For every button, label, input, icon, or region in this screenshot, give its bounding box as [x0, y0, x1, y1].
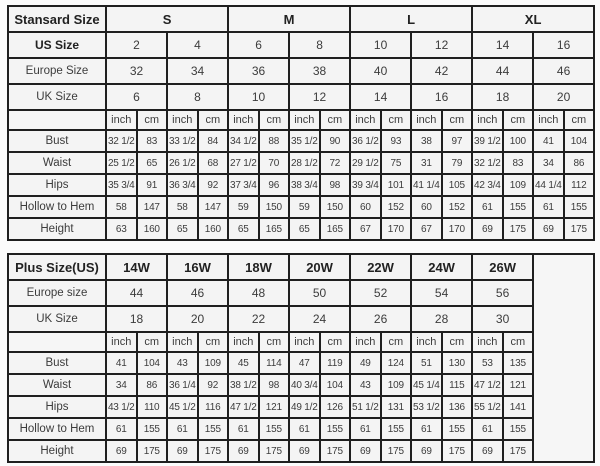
plus-size-table	[7, 253, 595, 463]
measurement-value-cell: 69	[289, 440, 320, 462]
measurement-row	[8, 174, 594, 196]
size-group-cell: 22W	[350, 254, 411, 280]
measurement-value-cell: 65	[289, 218, 320, 240]
size-group-cell: 16W	[167, 254, 228, 280]
measurement-value-cell: 119	[320, 352, 351, 374]
measurement-value-cell: 69	[472, 218, 503, 240]
size-value-cell: 42	[411, 58, 472, 84]
measurement-value-cell: 61	[472, 418, 503, 440]
cm-unit-cell: cm	[137, 332, 168, 352]
table-title: Plus Size(US)	[8, 254, 106, 280]
size-value-cell: 22	[228, 306, 289, 332]
size-value-cell: 30	[472, 306, 533, 332]
measurement-value-cell: 43	[350, 374, 381, 396]
size-value-cell: 8	[167, 84, 228, 110]
measurement-row	[8, 130, 594, 152]
measurement-value-cell: 121	[259, 396, 290, 418]
measurement-value-cell: 72	[320, 152, 351, 174]
size-group-cell: M	[228, 6, 350, 32]
measurement-value-cell: 101	[381, 174, 412, 196]
measurement-value-cell: 155	[137, 418, 168, 440]
row-label: UK Size	[8, 306, 106, 332]
size-value-cell: 34	[167, 58, 228, 84]
size-header-row	[8, 280, 594, 306]
cm-unit-cell: cm	[381, 110, 412, 130]
measurement-row	[8, 152, 594, 174]
inch-unit-cell: inch	[106, 110, 137, 130]
measurement-value-cell: 34	[533, 152, 564, 174]
measurement-value-cell: 155	[503, 196, 534, 218]
measurement-value-cell: 34	[106, 374, 137, 396]
size-value-cell: 56	[472, 280, 533, 306]
row-label: Bust	[8, 130, 106, 152]
size-group-row	[8, 254, 594, 280]
measurement-value-cell: 36 1/2	[350, 130, 381, 152]
measurement-value-cell: 114	[259, 352, 290, 374]
measurement-value-cell: 39 3/4	[350, 174, 381, 196]
measurement-value-cell: 150	[320, 196, 351, 218]
measurement-value-cell: 40 3/4	[289, 374, 320, 396]
measurement-value-cell: 61	[106, 418, 137, 440]
size-value-cell: 36	[228, 58, 289, 84]
measurement-value-cell: 45 1/2	[167, 396, 198, 418]
size-value-cell: 20	[167, 306, 228, 332]
measurement-value-cell: 175	[381, 440, 412, 462]
size-value-cell: 6	[228, 32, 289, 58]
measurement-value-cell: 83	[503, 152, 534, 174]
size-header-row	[8, 306, 594, 332]
measurement-value-cell: 61	[289, 418, 320, 440]
measurement-value-cell: 61	[350, 418, 381, 440]
measurement-value-cell: 104	[137, 352, 168, 374]
row-label: Hollow to Hem	[8, 196, 106, 218]
measurement-value-cell: 51 1/2	[350, 396, 381, 418]
measurement-value-cell: 130	[442, 352, 473, 374]
measurement-value-cell: 69	[167, 440, 198, 462]
measurement-value-cell: 69	[106, 440, 137, 462]
measurement-value-cell: 170	[442, 218, 473, 240]
measurement-value-cell: 35 3/4	[106, 174, 137, 196]
size-value-cell: 16	[533, 32, 594, 58]
size-group-cell: L	[350, 6, 472, 32]
measurement-value-cell: 33 1/2	[167, 130, 198, 152]
measurement-value-cell: 34 1/2	[228, 130, 259, 152]
measurement-value-cell: 65	[167, 218, 198, 240]
cm-unit-cell: cm	[564, 110, 595, 130]
size-value-cell: 20	[533, 84, 594, 110]
measurement-value-cell: 110	[137, 396, 168, 418]
measurement-value-cell: 98	[320, 174, 351, 196]
row-label: Bust	[8, 352, 106, 374]
measurement-value-cell: 59	[228, 196, 259, 218]
measurement-value-cell: 147	[198, 196, 229, 218]
measurement-value-cell: 61	[167, 418, 198, 440]
cm-unit-cell: cm	[320, 110, 351, 130]
measurement-value-cell: 31	[411, 152, 442, 174]
size-value-cell: 12	[411, 32, 472, 58]
measurement-value-cell: 152	[381, 196, 412, 218]
measurement-value-cell: 97	[442, 130, 473, 152]
measurement-value-cell: 86	[564, 152, 595, 174]
measurement-value-cell: 126	[320, 396, 351, 418]
cm-unit-cell: cm	[137, 110, 168, 130]
measurement-value-cell: 109	[503, 174, 534, 196]
cm-unit-cell: cm	[198, 332, 229, 352]
measurement-value-cell: 86	[137, 374, 168, 396]
measurement-value-cell: 69	[533, 218, 564, 240]
measurement-value-cell: 32 1/2	[472, 152, 503, 174]
row-label: Waist	[8, 374, 106, 396]
measurement-row	[8, 218, 594, 240]
measurement-row	[8, 352, 594, 374]
size-group-cell: 14W	[106, 254, 167, 280]
size-header-row	[8, 84, 594, 110]
measurement-value-cell: 96	[259, 174, 290, 196]
blank-corner-cell	[8, 332, 106, 352]
cm-unit-cell: cm	[259, 110, 290, 130]
measurement-value-cell: 26 1/2	[167, 152, 198, 174]
measurement-value-cell: 91	[137, 174, 168, 196]
measurement-value-cell: 175	[503, 218, 534, 240]
measurement-row	[8, 418, 594, 440]
inch-unit-cell: inch	[350, 110, 381, 130]
measurement-value-cell: 70	[259, 152, 290, 174]
row-label: Hips	[8, 396, 106, 418]
measurement-value-cell: 28 1/2	[289, 152, 320, 174]
measurement-value-cell: 155	[503, 418, 534, 440]
measurement-value-cell: 109	[381, 374, 412, 396]
measurement-value-cell: 37 3/4	[228, 174, 259, 196]
measurement-value-cell: 61	[533, 196, 564, 218]
size-value-cell: 26	[350, 306, 411, 332]
measurement-value-cell: 29 1/2	[350, 152, 381, 174]
measurement-value-cell: 155	[564, 196, 595, 218]
size-group-cell: 24W	[411, 254, 472, 280]
measurement-value-cell: 84	[198, 130, 229, 152]
unit-row	[8, 332, 594, 352]
measurement-value-cell: 115	[442, 374, 473, 396]
measurement-value-cell: 141	[503, 396, 534, 418]
measurement-value-cell: 63	[106, 218, 137, 240]
size-group-cell: 18W	[228, 254, 289, 280]
size-value-cell: 52	[350, 280, 411, 306]
measurement-value-cell: 38 3/4	[289, 174, 320, 196]
measurement-value-cell: 175	[503, 440, 534, 462]
inch-unit-cell: inch	[533, 110, 564, 130]
measurement-value-cell: 88	[259, 130, 290, 152]
measurement-value-cell: 121	[503, 374, 534, 396]
row-label: Hips	[8, 174, 106, 196]
size-value-cell: 46	[533, 58, 594, 84]
measurement-value-cell: 42 3/4	[472, 174, 503, 196]
size-value-cell: 54	[411, 280, 472, 306]
row-label: Europe size	[8, 280, 106, 306]
measurement-value-cell: 83	[137, 130, 168, 152]
standard-size-table	[7, 5, 595, 241]
inch-unit-cell: inch	[289, 110, 320, 130]
size-value-cell: 4	[167, 32, 228, 58]
size-value-cell: 16	[411, 84, 472, 110]
size-value-cell: 38	[289, 58, 350, 84]
size-value-cell: 6	[106, 84, 167, 110]
size-value-cell: 28	[411, 306, 472, 332]
size-value-cell: 10	[350, 32, 411, 58]
measurement-value-cell: 92	[198, 174, 229, 196]
measurement-value-cell: 47	[289, 352, 320, 374]
measurement-value-cell: 155	[259, 418, 290, 440]
measurement-value-cell: 175	[137, 440, 168, 462]
measurement-value-cell: 47 1/2	[228, 396, 259, 418]
measurement-value-cell: 152	[442, 196, 473, 218]
size-group-cell: 20W	[289, 254, 350, 280]
size-header-row	[8, 32, 594, 58]
measurement-value-cell: 175	[442, 440, 473, 462]
measurement-value-cell: 43 1/2	[106, 396, 137, 418]
measurement-value-cell: 75	[381, 152, 412, 174]
measurement-value-cell: 155	[381, 418, 412, 440]
measurement-value-cell: 150	[259, 196, 290, 218]
measurement-value-cell: 41	[533, 130, 564, 152]
size-value-cell: 40	[350, 58, 411, 84]
measurement-value-cell: 69	[228, 440, 259, 462]
measurement-value-cell: 32 1/2	[106, 130, 137, 152]
measurement-value-cell: 68	[198, 152, 229, 174]
inch-unit-cell: inch	[411, 332, 442, 352]
measurement-value-cell: 90	[320, 130, 351, 152]
measurement-value-cell: 27 1/2	[228, 152, 259, 174]
measurement-value-cell: 67	[350, 218, 381, 240]
measurement-value-cell: 104	[564, 130, 595, 152]
measurement-value-cell: 35 1/2	[289, 130, 320, 152]
row-label: Europe Size	[8, 58, 106, 84]
measurement-value-cell: 55 1/2	[472, 396, 503, 418]
measurement-value-cell: 58	[167, 196, 198, 218]
measurement-value-cell: 61	[228, 418, 259, 440]
measurement-value-cell: 43	[167, 352, 198, 374]
measurement-value-cell: 69	[472, 440, 503, 462]
measurement-value-cell: 155	[198, 418, 229, 440]
inch-unit-cell: inch	[106, 332, 137, 352]
measurement-value-cell: 60	[350, 196, 381, 218]
size-value-cell: 24	[289, 306, 350, 332]
measurement-value-cell: 69	[411, 440, 442, 462]
measurement-value-cell: 175	[564, 218, 595, 240]
cm-unit-cell: cm	[320, 332, 351, 352]
measurement-row	[8, 196, 594, 218]
size-value-cell: 46	[167, 280, 228, 306]
measurement-value-cell: 116	[198, 396, 229, 418]
measurement-value-cell: 131	[381, 396, 412, 418]
measurement-value-cell: 79	[442, 152, 473, 174]
size-value-cell: 32	[106, 58, 167, 84]
measurement-value-cell: 45	[228, 352, 259, 374]
measurement-value-cell: 58	[106, 196, 137, 218]
measurement-value-cell: 175	[320, 440, 351, 462]
measurement-row	[8, 396, 594, 418]
measurement-value-cell: 160	[137, 218, 168, 240]
measurement-value-cell: 165	[259, 218, 290, 240]
measurement-value-cell: 53 1/2	[411, 396, 442, 418]
measurement-value-cell: 44 1/4	[533, 174, 564, 196]
size-group-cell: S	[106, 6, 228, 32]
cm-unit-cell: cm	[259, 332, 290, 352]
row-label: Waist	[8, 152, 106, 174]
cm-unit-cell: cm	[442, 332, 473, 352]
inch-unit-cell: inch	[228, 110, 259, 130]
size-value-cell: 18	[106, 306, 167, 332]
measurement-value-cell: 93	[381, 130, 412, 152]
measurement-value-cell: 67	[411, 218, 442, 240]
size-header-row	[8, 58, 594, 84]
inch-unit-cell: inch	[472, 110, 503, 130]
size-group-row	[8, 6, 594, 32]
measurement-value-cell: 160	[198, 218, 229, 240]
measurement-value-cell: 61	[472, 196, 503, 218]
measurement-value-cell: 38	[411, 130, 442, 152]
measurement-value-cell: 124	[381, 352, 412, 374]
row-label: US Size	[8, 32, 106, 58]
measurement-value-cell: 100	[503, 130, 534, 152]
cm-unit-cell: cm	[442, 110, 473, 130]
measurement-value-cell: 65	[228, 218, 259, 240]
blank-corner-cell	[8, 110, 106, 130]
measurement-value-cell: 155	[442, 418, 473, 440]
measurement-value-cell: 170	[381, 218, 412, 240]
inch-unit-cell: inch	[289, 332, 320, 352]
measurement-value-cell: 25 1/2	[106, 152, 137, 174]
measurement-value-cell: 41 1/4	[411, 174, 442, 196]
measurement-value-cell: 175	[259, 440, 290, 462]
measurement-row	[8, 440, 594, 462]
cm-unit-cell: cm	[198, 110, 229, 130]
row-label: Hollow to Hem	[8, 418, 106, 440]
measurement-value-cell: 47 1/2	[472, 374, 503, 396]
size-value-cell: 50	[289, 280, 350, 306]
measurement-value-cell: 59	[289, 196, 320, 218]
measurement-value-cell: 60	[411, 196, 442, 218]
measurement-value-cell: 112	[564, 174, 595, 196]
unit-row	[8, 110, 594, 130]
measurement-row	[8, 374, 594, 396]
cm-unit-cell: cm	[503, 332, 534, 352]
size-value-cell: 10	[228, 84, 289, 110]
measurement-value-cell: 109	[198, 352, 229, 374]
measurement-value-cell: 135	[503, 352, 534, 374]
measurement-value-cell: 36 3/4	[167, 174, 198, 196]
inch-unit-cell: inch	[167, 110, 198, 130]
measurement-value-cell: 175	[198, 440, 229, 462]
cm-unit-cell: cm	[381, 332, 412, 352]
inch-unit-cell: inch	[350, 332, 381, 352]
measurement-value-cell: 61	[411, 418, 442, 440]
row-label: UK Size	[8, 84, 106, 110]
size-group-cell: 26W	[472, 254, 533, 280]
inch-unit-cell: inch	[411, 110, 442, 130]
measurement-value-cell: 136	[442, 396, 473, 418]
cm-unit-cell: cm	[503, 110, 534, 130]
inch-unit-cell: inch	[228, 332, 259, 352]
measurement-value-cell: 147	[137, 196, 168, 218]
size-value-cell: 8	[289, 32, 350, 58]
measurement-value-cell: 45 1/4	[411, 374, 442, 396]
inch-unit-cell: inch	[472, 332, 503, 352]
size-group-cell: XL	[472, 6, 594, 32]
measurement-value-cell: 69	[350, 440, 381, 462]
measurement-value-cell: 41	[106, 352, 137, 374]
size-value-cell: 14	[350, 84, 411, 110]
table-title: Stansard Size	[8, 6, 106, 32]
row-label: Height	[8, 218, 106, 240]
measurement-value-cell: 104	[320, 374, 351, 396]
measurement-value-cell: 39 1/2	[472, 130, 503, 152]
size-value-cell: 44	[106, 280, 167, 306]
size-value-cell: 18	[472, 84, 533, 110]
empty-trailing-cell	[533, 254, 594, 462]
measurement-value-cell: 38 1/2	[228, 374, 259, 396]
measurement-value-cell: 92	[198, 374, 229, 396]
measurement-value-cell: 36 1/4	[167, 374, 198, 396]
row-label: Height	[8, 440, 106, 462]
size-value-cell: 44	[472, 58, 533, 84]
inch-unit-cell: inch	[167, 332, 198, 352]
measurement-value-cell: 165	[320, 218, 351, 240]
measurement-value-cell: 155	[320, 418, 351, 440]
measurement-value-cell: 53	[472, 352, 503, 374]
measurement-value-cell: 98	[259, 374, 290, 396]
size-value-cell: 12	[289, 84, 350, 110]
measurement-value-cell: 65	[137, 152, 168, 174]
measurement-value-cell: 49 1/2	[289, 396, 320, 418]
measurement-value-cell: 51	[411, 352, 442, 374]
size-value-cell: 2	[106, 32, 167, 58]
measurement-value-cell: 105	[442, 174, 473, 196]
measurement-value-cell: 49	[350, 352, 381, 374]
size-value-cell: 48	[228, 280, 289, 306]
size-value-cell: 14	[472, 32, 533, 58]
